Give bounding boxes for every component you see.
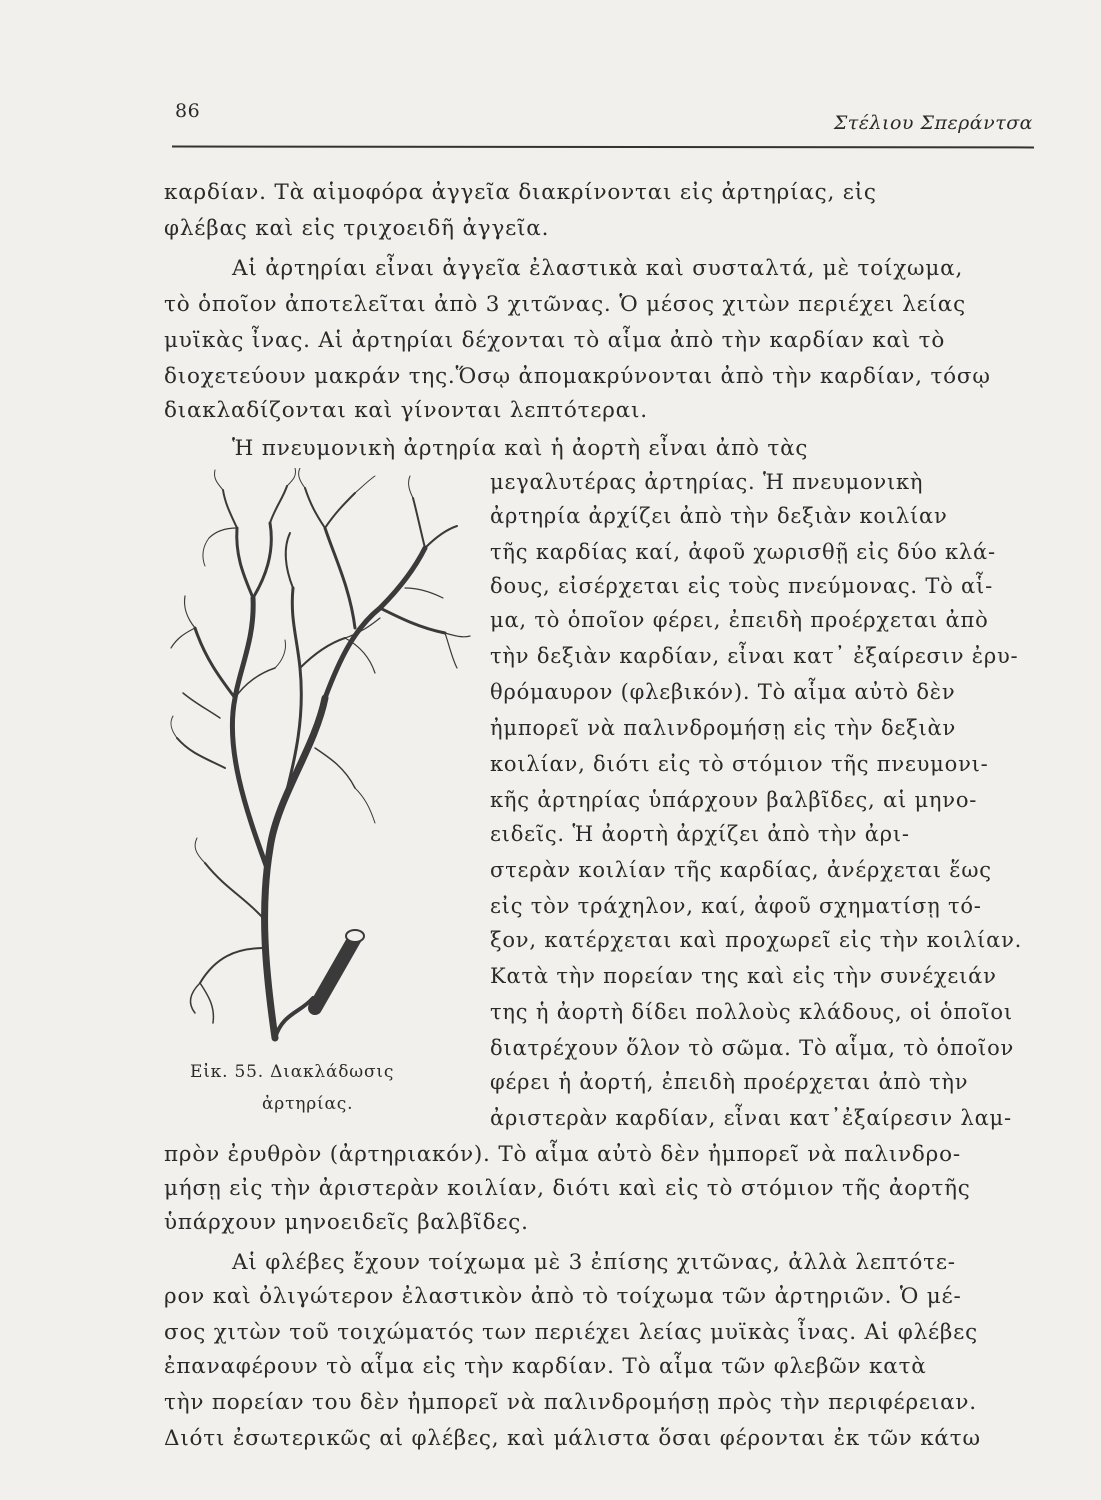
body-line: κοιλίαν, διότι εἰς τὸ στόμιον τῆς πνευμονι- xyxy=(490,752,989,776)
body-line: διακλαδίζονται καὶ γίνονται λεπτότεραι. xyxy=(164,398,648,423)
body-line: διοχετεύουν μακράν της.Ὅσῳ ἀπομακρύνονται ἀπὸ τὴν καρδίαν, τόσῳ xyxy=(164,364,991,389)
running-title: Στέλιου Σπεράντσα xyxy=(833,112,1033,134)
body-line: ἠμπορεῖ νὰ παλινδρομήσῃ εἰς τὴν δεξιὰν xyxy=(490,716,957,740)
body-line: φλέβας καὶ εἰς τριχοειδῆ ἀγγεῖα. xyxy=(164,216,550,241)
body-line: καρδίαν. Τὰ αἱμοφόρα ἀγγεῖα διακρίνονται εἰς ἀρτηρίας, εἰς xyxy=(164,180,877,205)
body-line: Διότι ἐσωτερικῶς αἱ φλέβες, καὶ μάλιστα ὅσαι φέρονται ἐκ τῶν κάτω xyxy=(164,1426,981,1451)
body-line: τὴν πορείαν του δὲν ἠμπορεῖ νὰ παλινδρομήσῃ πρὸς τὴν περιφέρειαν. xyxy=(164,1390,977,1415)
body-line: ἐπαναφέρουν τὸ αἷμα εἰς τὴν καρδίαν. Τὸ αἷμα τῶν φλεβῶν κατὰ xyxy=(164,1354,927,1379)
body-line: σος χιτὼν τοῦ τοιχώματός των περιέχει λείας μυϊκὰς ἶνας. Αἱ φλέβες xyxy=(164,1320,978,1345)
body-line: κῆς ἀρτηρίας ὑπάρχουν βαλβῖδες, αἱ μηνο- xyxy=(490,788,978,812)
body-line: πρὸν ἐρυθρὸν (ἀρτηριακόν). Τὸ αἷμα αὐτὸ δὲν ἠμπορεῖ νὰ παλινδρο- xyxy=(164,1142,961,1167)
page-number: 86 xyxy=(175,100,201,122)
body-line: τῆς καρδίας καί, ἀφοῦ χωρισθῇ εἰς δύο κλά- xyxy=(490,540,996,564)
body-line: Ἡ πνευμονικὴ ἀρτηρία καὶ ἡ ἀορτὴ εἶναι ἀπὸ τὰς xyxy=(232,436,809,461)
body-line: Αἱ φλέβες ἔχουν τοίχωμα μὲ 3 ἐπίσης χιτῶνας, ἀλλὰ λεπτότε- xyxy=(232,1250,956,1275)
body-line: μυϊκὰς ἶνας. Αἱ ἀρτηρίαι δέχονται τὸ αἷμα ἀπὸ τὴν καρδίαν καὶ τὸ xyxy=(164,328,946,353)
body-line: μα, τὸ ὁποῖον φέρει, ἐπειδὴ προέρχεται ἀπὸ xyxy=(490,608,989,632)
body-line: διατρέχουν ὅλον τὸ σῶμα. Τὸ αἷμα, τὸ ὁποῖον xyxy=(490,1036,1015,1060)
body-line: φέρει ἡ ἀορτή, ἐπειδὴ προέρχεται ἀπὸ τὴν xyxy=(490,1070,969,1094)
body-line: ειδεῖς. Ἡ ἀορτὴ ἀρχίζει ἀπὸ τὴν ἀρι- xyxy=(490,822,910,846)
body-line: τὴν δεξιὰν καρδίαν, εἶναι κατ᾽ ἐξαίρεσιν ἐρυ- xyxy=(490,644,1019,668)
body-line: Κατὰ τὴν πορείαν της καὶ εἰς τὴν συνέχειάν xyxy=(490,964,997,988)
body-line: ὑπάρχουν μηνοειδεῖς βαλβῖδες. xyxy=(164,1210,529,1235)
body-line: τὸ ὁποῖον ἀποτελεῖται ἀπὸ 3 χιτῶνας. Ὁ μέσος χιτὼν περιέχει λείας xyxy=(164,292,966,317)
body-line: δους, εἰσέρχεται εἰς τοὺς πνεύμονας. Τὸ αἷ- xyxy=(490,574,993,598)
body-line: της ἡ ἀορτὴ δίδει πολλοὺς κλάδους, οἱ ὁποῖοι xyxy=(490,1000,1013,1024)
artery-branching-illustration xyxy=(165,468,475,1048)
body-line: θρόμαυρον (φλεβικόν). Τὸ αἷμα αὐτὸ δὲν xyxy=(490,680,956,704)
figure-caption-line1: Εἰκ. 55. Διακλάδωσις xyxy=(190,1062,395,1082)
body-line: ξον, κατέρχεται καὶ προχωρεῖ εἰς τὴν κοιλίαν. xyxy=(490,928,1023,952)
body-line: ρον καὶ ὀλιγώτερον ἐλαστικὸν ἀπὸ τὸ τοίχωμα τῶν ἀρτηριῶν. Ὁ μέ- xyxy=(164,1284,962,1309)
body-line: ἀρτηρία ἀρχίζει ἀπὸ τὴν δεξιὰν κοιλίαν xyxy=(490,504,948,528)
body-line: μήσῃ εἰς τὴν ἀριστερὰν κοιλίαν, διότι καὶ εἰς τὸ στόμιον τῆς ἀορτῆς xyxy=(164,1176,971,1201)
figure-caption-line2: ἀρτηρίας. xyxy=(262,1094,354,1114)
body-line: εἰς τὸν τράχηλον, καί, ἀφοῦ σχηματίσῃ τό- xyxy=(490,894,982,918)
body-line: ἀριστερὰν καρδίαν, εἶναι κατ᾽ἐξαίρεσιν λαμ- xyxy=(490,1106,1012,1130)
header-rule xyxy=(172,146,1034,149)
body-line: μεγαλυτέρας ἀρτηρίας. Ἡ πνευμονικὴ xyxy=(490,470,924,494)
body-line: στερὰν κοιλίαν τῆς καρδίας, ἀνέρχεται ἕως xyxy=(490,858,992,882)
body-line: Αἱ ἀρτηρίαι εἶναι ἀγγεῖα ἐλαστικὰ καὶ συσταλτά, μὲ τοίχωμα, xyxy=(232,256,964,281)
